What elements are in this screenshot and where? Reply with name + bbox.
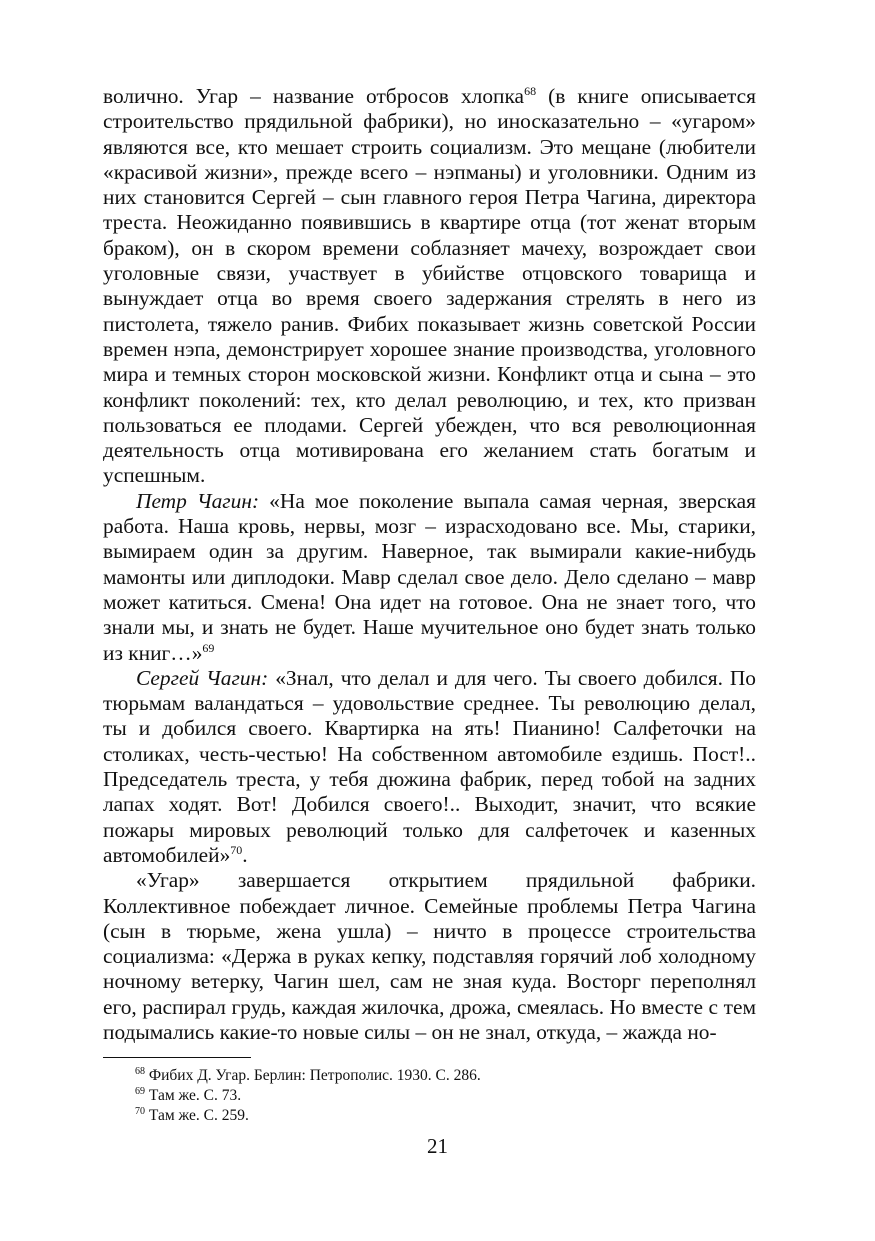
footnote-separator xyxy=(103,1057,251,1058)
main-text xyxy=(103,84,756,1045)
footnotes xyxy=(135,1066,755,1126)
paragraph-1: волично. Угар – название отбросов хлопка$^{68}$ (в книге описывается строительство прядильной фабрики), но иносказательно – «угаром» являются все, кто мешает строить социализм. Это мещане (любители «красивой жизни», прежде всего – нэпманы) и уголовники. Одним из них становится Сергей – сын главного героя Петра Чагина, директора треста. Неожиданно появившись в квартире отца (тот женат вторым браком), он в скором времени соблазняет мачеху, возрождает свои уголовные связи, участвует в убийстве отцовского товарища и вынуждает отца во время своего задержания стрелять в него из пистолета, тяжело ранив. Фибих показывает жизнь советской России времен нэпа, демонстрирует хорошее знание производства, уголовного мира и темных сторон московской жизни. Конфликт отца и сына – это конфликт поколений: тех, кто делал революцию, и тех, кто призван пользоваться ее плодами. Сергей убежден, что вся революционная деятельность отца мотивирована его желанием стать богатым и успешным. xyxy=(103,83,756,488)
paragraph-2: Петр Чагин: «На мое поколение выпала самая черная, зверская работа. Наша кровь, нервы, мозг – израсходовано все. Мы, старики, вымираем один за другим. Наверное, так вымирали какие-нибудь мамонты или диплодоки. Мавр сделал свое дело. Дело сделано – мавр может катиться. Смена! Она идет на готовое. Она не знает того, что знали мы, и знать не будет. Наше мучительное оно будет знать только из книг…»$^{69}$ xyxy=(103,488,756,665)
footnote: $^{69}$ Там же. С. 73. xyxy=(135,1085,242,1104)
footnote: $^{70}$ Там же. С. 259. xyxy=(135,1105,249,1124)
footnote-ref-69: 69 xyxy=(202,640,215,655)
paragraph-4: «Угар» завершается открытием прядильной фабрики. Коллективное побеждает личное. Семейные проблемы Петра Чагина (сын в тюрьме, жена ушла) – ничто в процессе строительства социализма: «Держа в руках кепку, подставляя горячий лоб холодному ночному ветерку, Чагин шел, сам не зная куда. Восторг переполнял его, распирал грудь, каждая жилочка, дрожа, смеялась. Но вместе с тем подымались какие-то новые силы – он не знал, откуда, – жажда но- xyxy=(103,868,756,1044)
footnote-ref-70: 70 xyxy=(230,842,243,857)
footnote-ref-68: 68 xyxy=(524,83,537,98)
speaker-name: Сергей Чагин: xyxy=(136,665,269,690)
page-number: 21 xyxy=(427,1134,448,1158)
footnote: $^{68}$ Фибих Д. Угар. Берлин: Петрополис. 1930. С. 286. xyxy=(135,1065,481,1084)
speaker-name: Петр Чагин: xyxy=(136,488,260,513)
paragraph-3: Сергей Чагин: «Знал, что делал и для чего. Ты своего добился. По тюрьмам валандаться – удовольствие среднее. Ты революцию делал, ты и добился своего. Квартирка на ять! Пианино! Салфеточки на столиках, честь-честью! На собственном автомобиле ездишь. Пост!.. Председатель треста, у тебя дюжина фабрик, перед тобой на задних лапах ходят. Вот! Добился своего!.. Выходит, значит, что всякие пожары мировых революций только для салфеточек и казенных автомобилей»$^{70}$. xyxy=(103,665,756,867)
